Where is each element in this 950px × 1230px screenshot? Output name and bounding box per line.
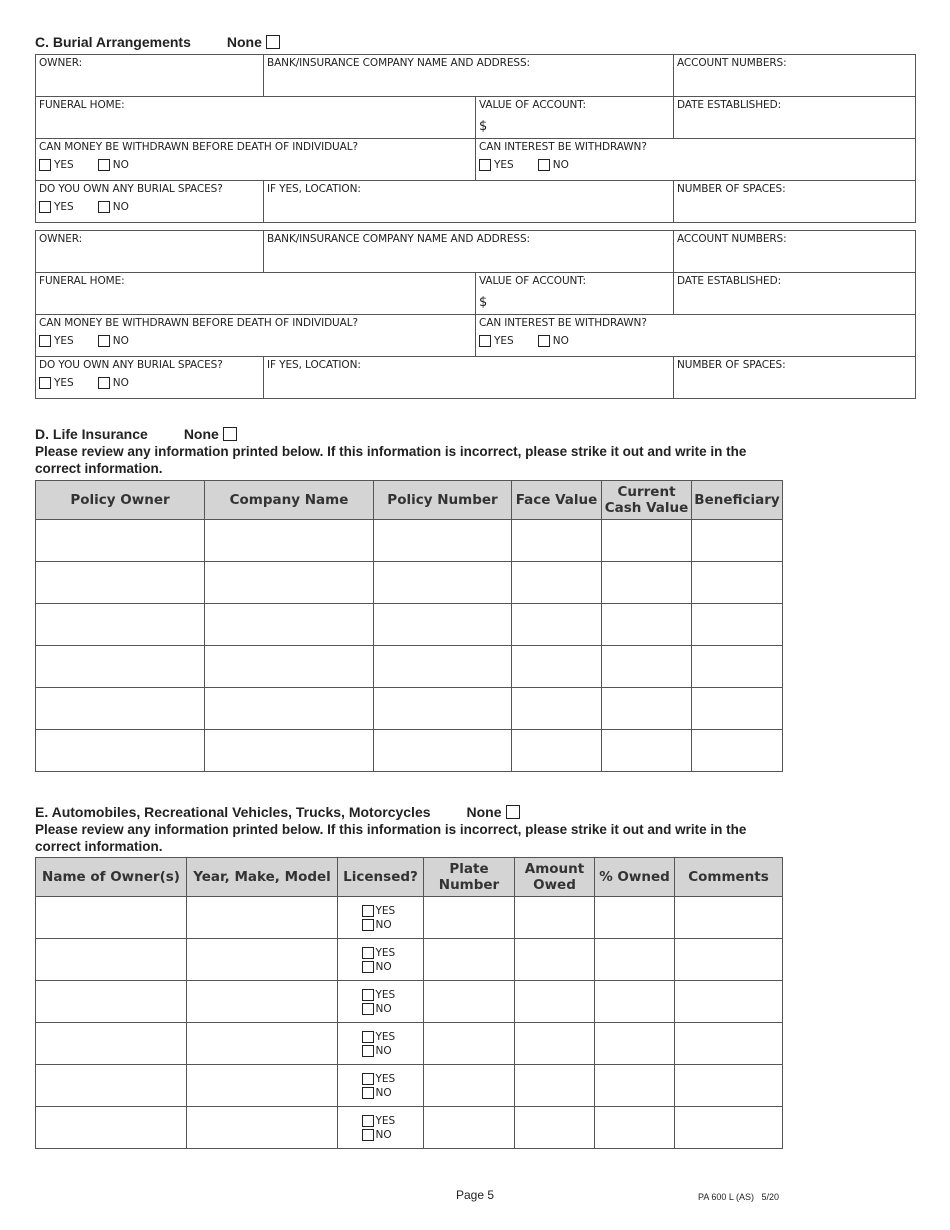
yes-label: YES (375, 946, 396, 959)
vehicles-table (35, 857, 783, 1149)
table-cell[interactable] (36, 897, 187, 939)
table-cell[interactable] (602, 646, 692, 688)
table-cell[interactable] (515, 1107, 595, 1149)
bank-label: BANK/INSURANCE COMPANY NAME AND ADDRESS: (267, 57, 530, 69)
licensed-no-checkbox[interactable] (362, 1003, 374, 1015)
table-cell[interactable] (36, 646, 205, 688)
table-cell[interactable] (515, 981, 595, 1023)
no-label: NO (375, 960, 392, 973)
licensed-no-checkbox[interactable] (362, 1087, 374, 1099)
number-of-spaces-label: NUMBER OF SPACES: (677, 183, 786, 195)
yes-checkbox[interactable] (479, 159, 491, 171)
table-cell[interactable] (692, 604, 783, 646)
table-cell[interactable] (512, 688, 602, 730)
table-cell[interactable] (187, 981, 338, 1023)
table-cell[interactable] (512, 646, 602, 688)
column-header: Plate Number (424, 858, 515, 897)
no-label: NO (552, 335, 569, 347)
no-label: NO (552, 159, 569, 171)
owner-label: OWNER: (39, 57, 83, 69)
table-cell[interactable] (205, 646, 374, 688)
table-row (36, 981, 783, 1023)
value-of-account-label: VALUE OF ACCOUNT: (479, 275, 586, 287)
column-header: Current Cash Value (602, 481, 692, 520)
table-row (36, 1065, 783, 1107)
table-cell[interactable] (675, 1065, 783, 1107)
no-label: NO (375, 1044, 392, 1057)
table-cell[interactable] (675, 981, 783, 1023)
table-cell[interactable] (512, 730, 602, 772)
column-header: Year, Make, Model (187, 858, 338, 897)
no-checkbox[interactable] (538, 335, 550, 347)
no-label: NO (112, 201, 129, 213)
bank-field[interactable] (264, 55, 674, 97)
location-label: IF YES, LOCATION: (267, 359, 361, 371)
table-cell[interactable] (424, 1065, 515, 1107)
table-cell[interactable] (595, 1065, 675, 1107)
table-cell[interactable] (512, 604, 602, 646)
column-header: Beneficiary (692, 481, 783, 520)
date-established-field[interactable] (674, 97, 916, 139)
licensed-cell (338, 1023, 424, 1065)
form-id: PA 600 L (AS) 5/20 (698, 1192, 780, 1202)
yes-label: YES (375, 1114, 396, 1127)
yes-label: YES (375, 1030, 396, 1043)
section-d-header (35, 426, 237, 442)
no-label: NO (112, 377, 129, 389)
column-header: Policy Owner (36, 481, 205, 520)
no-label: NO (112, 335, 129, 347)
licensed-yes-checkbox[interactable] (362, 989, 374, 1001)
table-cell[interactable] (424, 939, 515, 981)
account-numbers-label: ACCOUNT NUMBERS: (677, 57, 787, 69)
account-numbers-label: ACCOUNT NUMBERS: (677, 233, 787, 245)
table-cell[interactable] (187, 1107, 338, 1149)
table-cell[interactable] (36, 1107, 187, 1149)
withdraw-before-death-label: CAN MONEY BE WITHDRAWN BEFORE DEATH OF INDIVIDUAL? (39, 317, 358, 329)
own-burial-spaces-cell (36, 181, 264, 223)
no-label: NO (375, 1128, 392, 1141)
table-cell[interactable] (36, 562, 205, 604)
table-cell[interactable] (515, 1023, 595, 1065)
yes-checkbox[interactable] (39, 335, 51, 347)
section-d-title: D. Life Insurance (35, 426, 148, 442)
value-of-account-field[interactable] (476, 97, 674, 139)
table-cell[interactable] (602, 604, 692, 646)
column-header: % Owned (595, 858, 675, 897)
table-cell[interactable] (374, 688, 512, 730)
table-cell[interactable] (374, 562, 512, 604)
table-cell[interactable] (602, 730, 692, 772)
table-cell[interactable] (36, 730, 205, 772)
licensed-yes-checkbox[interactable] (362, 905, 374, 917)
owner-field[interactable] (36, 55, 264, 97)
table-cell[interactable] (692, 730, 783, 772)
table-cell[interactable] (512, 520, 602, 562)
table-cell[interactable] (424, 897, 515, 939)
table-cell[interactable] (36, 1065, 187, 1107)
section-e-instructions: Please review any information printed below. If this information is incorrect, please strike it out and write in the correct information. (35, 822, 747, 854)
table-row (36, 939, 783, 981)
yes-label: YES (375, 988, 396, 1001)
section-e-title: E. Automobiles, Recreational Vehicles, Trucks, Motorcycles (35, 804, 431, 820)
licensed-yes-checkbox[interactable] (362, 1115, 374, 1127)
yes-label: YES (375, 904, 396, 917)
table-cell[interactable] (187, 897, 338, 939)
table-cell[interactable] (36, 1023, 187, 1065)
licensed-cell (338, 1107, 424, 1149)
table-row (36, 730, 783, 772)
section-e-none-label: None (466, 804, 502, 820)
table-cell[interactable] (595, 939, 675, 981)
withdraw-before-death-label: CAN MONEY BE WITHDRAWN BEFORE DEATH OF INDIVIDUAL? (39, 141, 358, 153)
table-cell[interactable] (602, 688, 692, 730)
column-header: Name of Owner(s) (36, 858, 187, 897)
licensed-yes-checkbox[interactable] (362, 1073, 374, 1085)
yes-label: YES (54, 201, 74, 213)
interest-withdrawn-cell (476, 315, 916, 357)
table-cell[interactable] (675, 1023, 783, 1065)
table-cell[interactable] (595, 981, 675, 1023)
licensed-no-checkbox[interactable] (362, 1045, 374, 1057)
table-cell[interactable] (374, 646, 512, 688)
burial-arrangement-block (35, 230, 916, 399)
table-cell[interactable] (675, 897, 783, 939)
funeral-home-label: FUNERAL HOME: (39, 99, 125, 111)
yes-checkbox[interactable] (39, 377, 51, 389)
table-row (36, 562, 783, 604)
table-row (36, 604, 783, 646)
table-cell[interactable] (675, 939, 783, 981)
no-checkbox[interactable] (98, 159, 110, 171)
bank-label: BANK/INSURANCE COMPANY NAME AND ADDRESS: (267, 233, 530, 245)
location-field[interactable] (264, 181, 674, 223)
funeral-home-field[interactable] (36, 273, 476, 315)
table-cell[interactable] (602, 562, 692, 604)
yes-checkbox[interactable] (39, 201, 51, 213)
table-cell[interactable] (424, 1023, 515, 1065)
yes-checkbox[interactable] (39, 159, 51, 171)
no-checkbox[interactable] (98, 201, 110, 213)
table-cell[interactable] (602, 520, 692, 562)
section-e-header (35, 804, 520, 820)
column-header: Policy Number (374, 481, 512, 520)
dollar-sign: $ (479, 119, 488, 134)
section-c-title: C. Burial Arrangements (35, 34, 191, 50)
withdraw-before-death-cell (36, 315, 476, 357)
own-burial-spaces-label: DO YOU OWN ANY BURIAL SPACES? (39, 183, 223, 195)
interest-withdrawn-cell (476, 139, 916, 181)
table-cell[interactable] (374, 520, 512, 562)
table-cell[interactable] (36, 604, 205, 646)
value-of-account-field[interactable] (476, 273, 674, 315)
table-cell[interactable] (595, 1023, 675, 1065)
no-label: NO (375, 1086, 392, 1099)
dollar-sign: $ (479, 295, 488, 310)
section-e-none-checkbox[interactable] (506, 805, 520, 819)
table-cell[interactable] (205, 688, 374, 730)
licensed-yes-checkbox[interactable] (362, 947, 374, 959)
funeral-home-label: FUNERAL HOME: (39, 275, 125, 287)
section-d-none-checkbox[interactable] (223, 427, 237, 441)
licensed-cell (338, 981, 424, 1023)
licensed-yes-checkbox[interactable] (362, 1031, 374, 1043)
burial-arrangement-block (35, 54, 916, 223)
no-label: NO (375, 918, 392, 931)
table-cell[interactable] (36, 939, 187, 981)
location-label: IF YES, LOCATION: (267, 183, 361, 195)
account-numbers-field[interactable] (674, 231, 916, 273)
table-cell[interactable] (36, 981, 187, 1023)
table-cell[interactable] (515, 1065, 595, 1107)
table-cell[interactable] (36, 688, 205, 730)
no-checkbox[interactable] (98, 335, 110, 347)
table-cell[interactable] (515, 897, 595, 939)
number-of-spaces-field[interactable] (674, 181, 916, 223)
own-burial-spaces-cell (36, 357, 264, 399)
table-cell[interactable] (692, 646, 783, 688)
yes-label: YES (54, 335, 74, 347)
date-established-label: DATE ESTABLISHED: (677, 99, 782, 111)
table-cell[interactable] (187, 939, 338, 981)
number-of-spaces-field[interactable] (674, 357, 916, 399)
location-field[interactable] (264, 357, 674, 399)
column-header: Comments (675, 858, 783, 897)
table-cell[interactable] (374, 604, 512, 646)
table-cell[interactable] (692, 562, 783, 604)
licensed-cell (338, 1065, 424, 1107)
table-cell[interactable] (595, 897, 675, 939)
table-cell[interactable] (692, 520, 783, 562)
value-of-account-label: VALUE OF ACCOUNT: (479, 99, 586, 111)
no-checkbox[interactable] (98, 377, 110, 389)
table-cell[interactable] (424, 1107, 515, 1149)
date-established-label: DATE ESTABLISHED: (677, 275, 782, 287)
table-cell[interactable] (512, 562, 602, 604)
table-cell[interactable] (424, 981, 515, 1023)
yes-label: YES (494, 159, 514, 171)
column-header: Face Value (512, 481, 602, 520)
table-cell[interactable] (595, 1107, 675, 1149)
table-cell[interactable] (515, 939, 595, 981)
yes-label: YES (54, 377, 74, 389)
table-row (36, 520, 783, 562)
no-label: NO (375, 1002, 392, 1015)
life-insurance-table (35, 480, 783, 772)
table-row (36, 1023, 783, 1065)
table-row (36, 1107, 783, 1149)
section-c-none-label: None (226, 34, 262, 50)
table-cell[interactable] (692, 688, 783, 730)
table-row (36, 688, 783, 730)
account-numbers-field[interactable] (674, 55, 916, 97)
table-cell[interactable] (187, 1023, 338, 1065)
table-row (36, 897, 783, 939)
yes-label: YES (375, 1072, 396, 1085)
licensed-no-checkbox[interactable] (362, 961, 374, 973)
column-header: Licensed? (338, 858, 424, 897)
yes-label: YES (494, 335, 514, 347)
funeral-home-field[interactable] (36, 97, 476, 139)
section-c-header (35, 34, 280, 50)
table-row (36, 646, 783, 688)
page-number: Page 5 (456, 1188, 495, 1202)
licensed-no-checkbox[interactable] (362, 919, 374, 931)
licensed-cell (338, 897, 424, 939)
licensed-cell (338, 939, 424, 981)
table-cell[interactable] (36, 520, 205, 562)
owner-field[interactable] (36, 231, 264, 273)
bank-field[interactable] (264, 231, 674, 273)
table-cell[interactable] (187, 1065, 338, 1107)
table-cell[interactable] (205, 520, 374, 562)
section-c-none-checkbox[interactable] (266, 35, 280, 49)
interest-withdrawn-label: CAN INTEREST BE WITHDRAWN? (479, 141, 647, 153)
no-checkbox[interactable] (538, 159, 550, 171)
section-d-none-label: None (183, 426, 219, 442)
number-of-spaces-label: NUMBER OF SPACES: (677, 359, 786, 371)
table-cell[interactable] (205, 562, 374, 604)
withdraw-before-death-cell (36, 139, 476, 181)
own-burial-spaces-label: DO YOU OWN ANY BURIAL SPACES? (39, 359, 223, 371)
table-cell[interactable] (675, 1107, 783, 1149)
table-cell[interactable] (205, 604, 374, 646)
date-established-field[interactable] (674, 273, 916, 315)
table-cell[interactable] (205, 730, 374, 772)
yes-checkbox[interactable] (479, 335, 491, 347)
owner-label: OWNER: (39, 233, 83, 245)
licensed-no-checkbox[interactable] (362, 1129, 374, 1141)
interest-withdrawn-label: CAN INTEREST BE WITHDRAWN? (479, 317, 647, 329)
no-label: NO (112, 159, 129, 171)
yes-label: YES (54, 159, 74, 171)
section-d-instructions: Please review any information printed below. If this information is incorrect, please strike it out and write in the correct information. (35, 444, 747, 476)
column-header: Amount Owed (515, 858, 595, 897)
column-header: Company Name (205, 481, 374, 520)
table-cell[interactable] (374, 730, 512, 772)
